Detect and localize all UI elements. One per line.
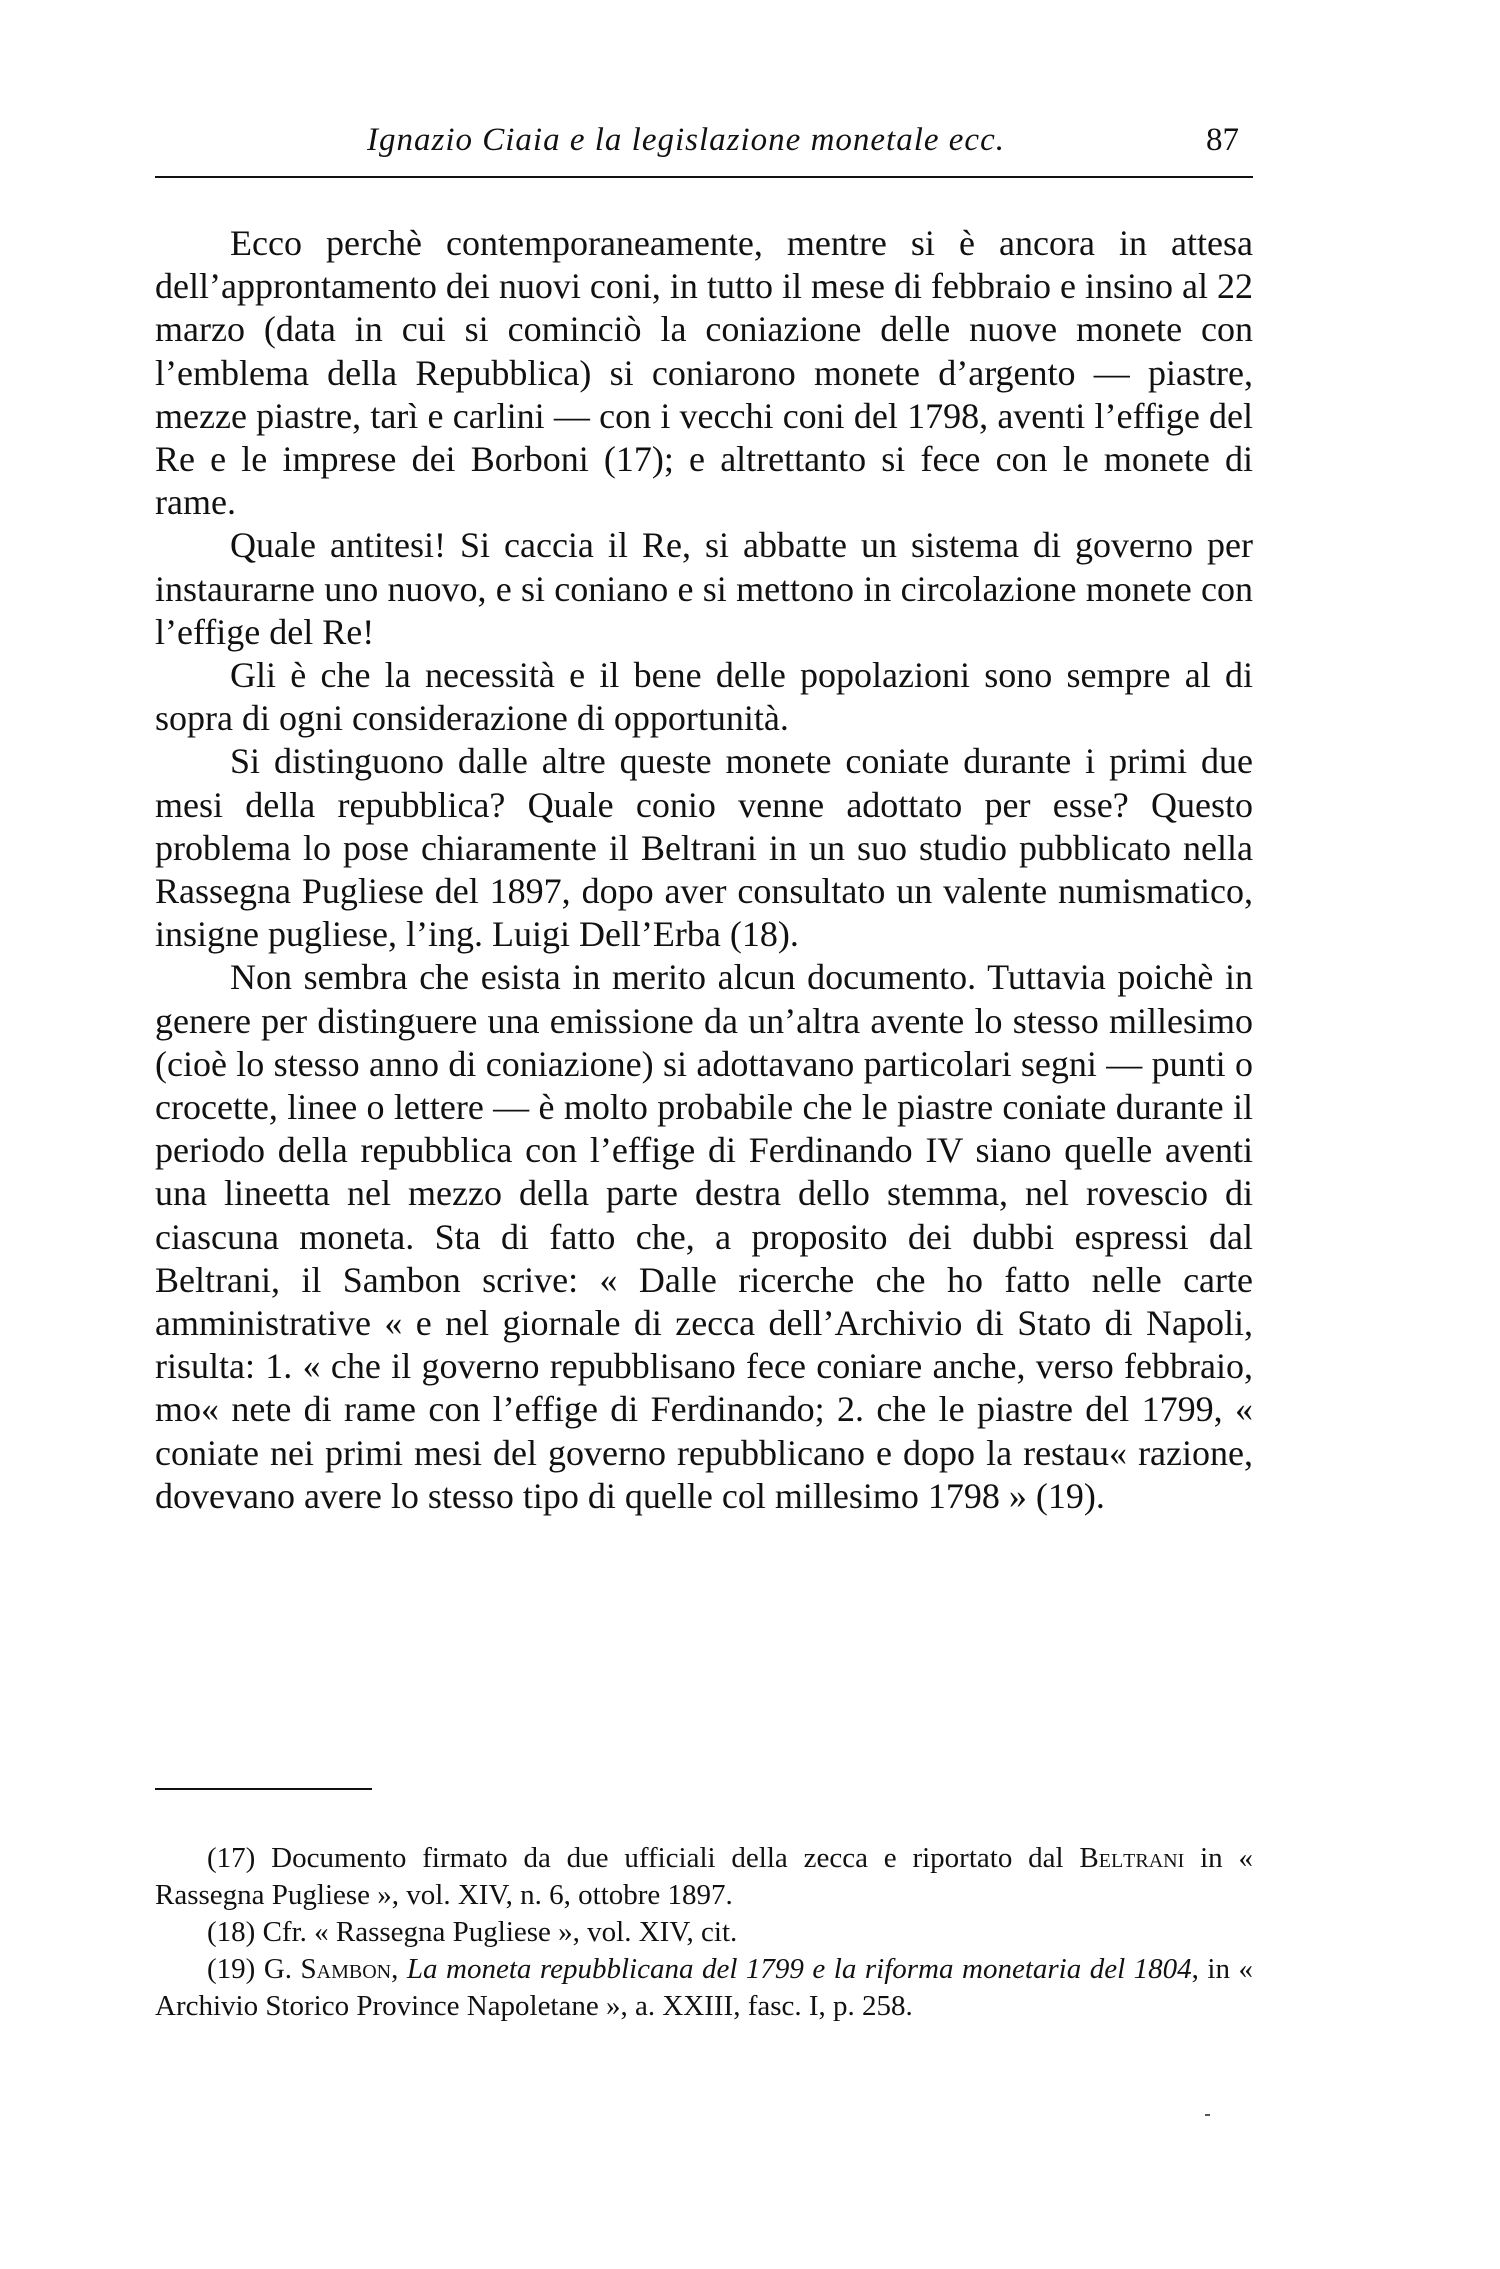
page-header bbox=[155, 118, 1253, 168]
footnote-17 bbox=[155, 1840, 1253, 1914]
footnotes bbox=[155, 1840, 1253, 2025]
footnote-author: Beltrani bbox=[1079, 1842, 1185, 1874]
footnote-author: Sambon bbox=[300, 1953, 392, 1985]
footnote-text: , bbox=[391, 1953, 407, 1985]
footnote-rule bbox=[155, 1788, 372, 1790]
body-text bbox=[155, 222, 1253, 1518]
stray-mark bbox=[1205, 2114, 1210, 2116]
paragraph: Ecco perchè contemporaneamente, mentre si è ancora in attesa dell’approntamento dei nuovi coni, in tutto il mese di febbraio e insino al 22 marzo (data in cui si cominciò la coniazione delle nuove monete con l’emblema della Repubblica) si coniarono monete d’argento — piastre, mezze piastre, tarì e carlini — con i vecchi coni del 1798, aventi l’effige del Re e le imprese dei Borboni (17); e altrettanto si fece con le monete di rame. bbox=[155, 223, 1253, 523]
paragraph: Si distinguono dalle altre queste monete coniate durante i primi due mesi della repubblica? Quale conio venne adottato per esse? Questo problema lo pose chiaramente il Beltrani in un suo studio pubblicato nella Rassegna Pugliese del 1897, dopo aver consultato un valente numismatico, insigne pugliese, l’ing. Luigi Dell’Erba (18). bbox=[155, 741, 1253, 955]
footnote-text: (17) Documento firmato da due ufficiali della zecca e riportato dal bbox=[207, 1842, 1080, 1874]
running-title: Ignazio Ciaia e la legislazione monetale ecc. bbox=[367, 122, 1005, 158]
paragraph: Non sembra che esista in merito alcun documento. Tuttavia poichè in genere per distinguere una emissione da un’altra avente lo stesso millesimo (cioè lo stesso anno di coniazione) si adottavano particolari segni — punti o crocette, linee o lettere — è molto probabile che le piastre coniate durante il periodo della repubblica con l’effige di Ferdinando IV siano quelle aventi una lineetta nel mezzo della parte destra dello stemma, nel rovescio di ciascuna moneta. Sta di fatto che, a proposito dei dubbi espressi dal Beltrani, il Sambon scrive: « Dalle ricerche che ho fatto nelle carte amministrative « e nel giornale di zecca dell’Archivio di Stato di Napoli, risulta: 1. « che il governo repubblisano fece coniare anche, verso febbraio, mo« nete di rame con l’effige di Ferdinando; 2. che le piastre del 1799, « coniate nei primi mesi del governo repubblicano e dopo la restau« razione, dovevano avere lo stesso tipo di quelle col millesimo 1798 » (19). bbox=[155, 957, 1253, 1516]
footnote-19 bbox=[155, 1951, 1253, 2025]
paragraph: Quale antitesi! Si caccia il Re, si abbatte un sistema di governo per instaurarne uno nuovo, e si coniano e si mettono in circolazione monete con l’effige del Re! bbox=[155, 525, 1253, 652]
paragraph: Gli è che la necessità e il bene delle popolazioni sono sempre al di sopra di ogni considerazione di opportunità. bbox=[155, 655, 1253, 739]
page-number: 87 bbox=[1206, 122, 1239, 158]
footnote-text: (19) G. bbox=[207, 1953, 301, 1985]
footnote-18 bbox=[155, 1914, 1253, 1951]
footnote-text: (18) Cfr. « Rassegna Pugliese », vol. XIV, cit. bbox=[207, 1916, 738, 1948]
footnote-text: , in « Archivio Storico Province Napoletane », a. XXIII, fasc. I, p. 258. bbox=[155, 1953, 1253, 2022]
footnote-work-title: La moneta repubblicana del 1799 e la riforma monetaria del 1804 bbox=[406, 1953, 1192, 1985]
footnote-text: in « Rassegna Pugliese », vol. XIV, n. 6, ottobre 1897. bbox=[155, 1842, 1253, 1911]
header-rule bbox=[155, 176, 1253, 178]
